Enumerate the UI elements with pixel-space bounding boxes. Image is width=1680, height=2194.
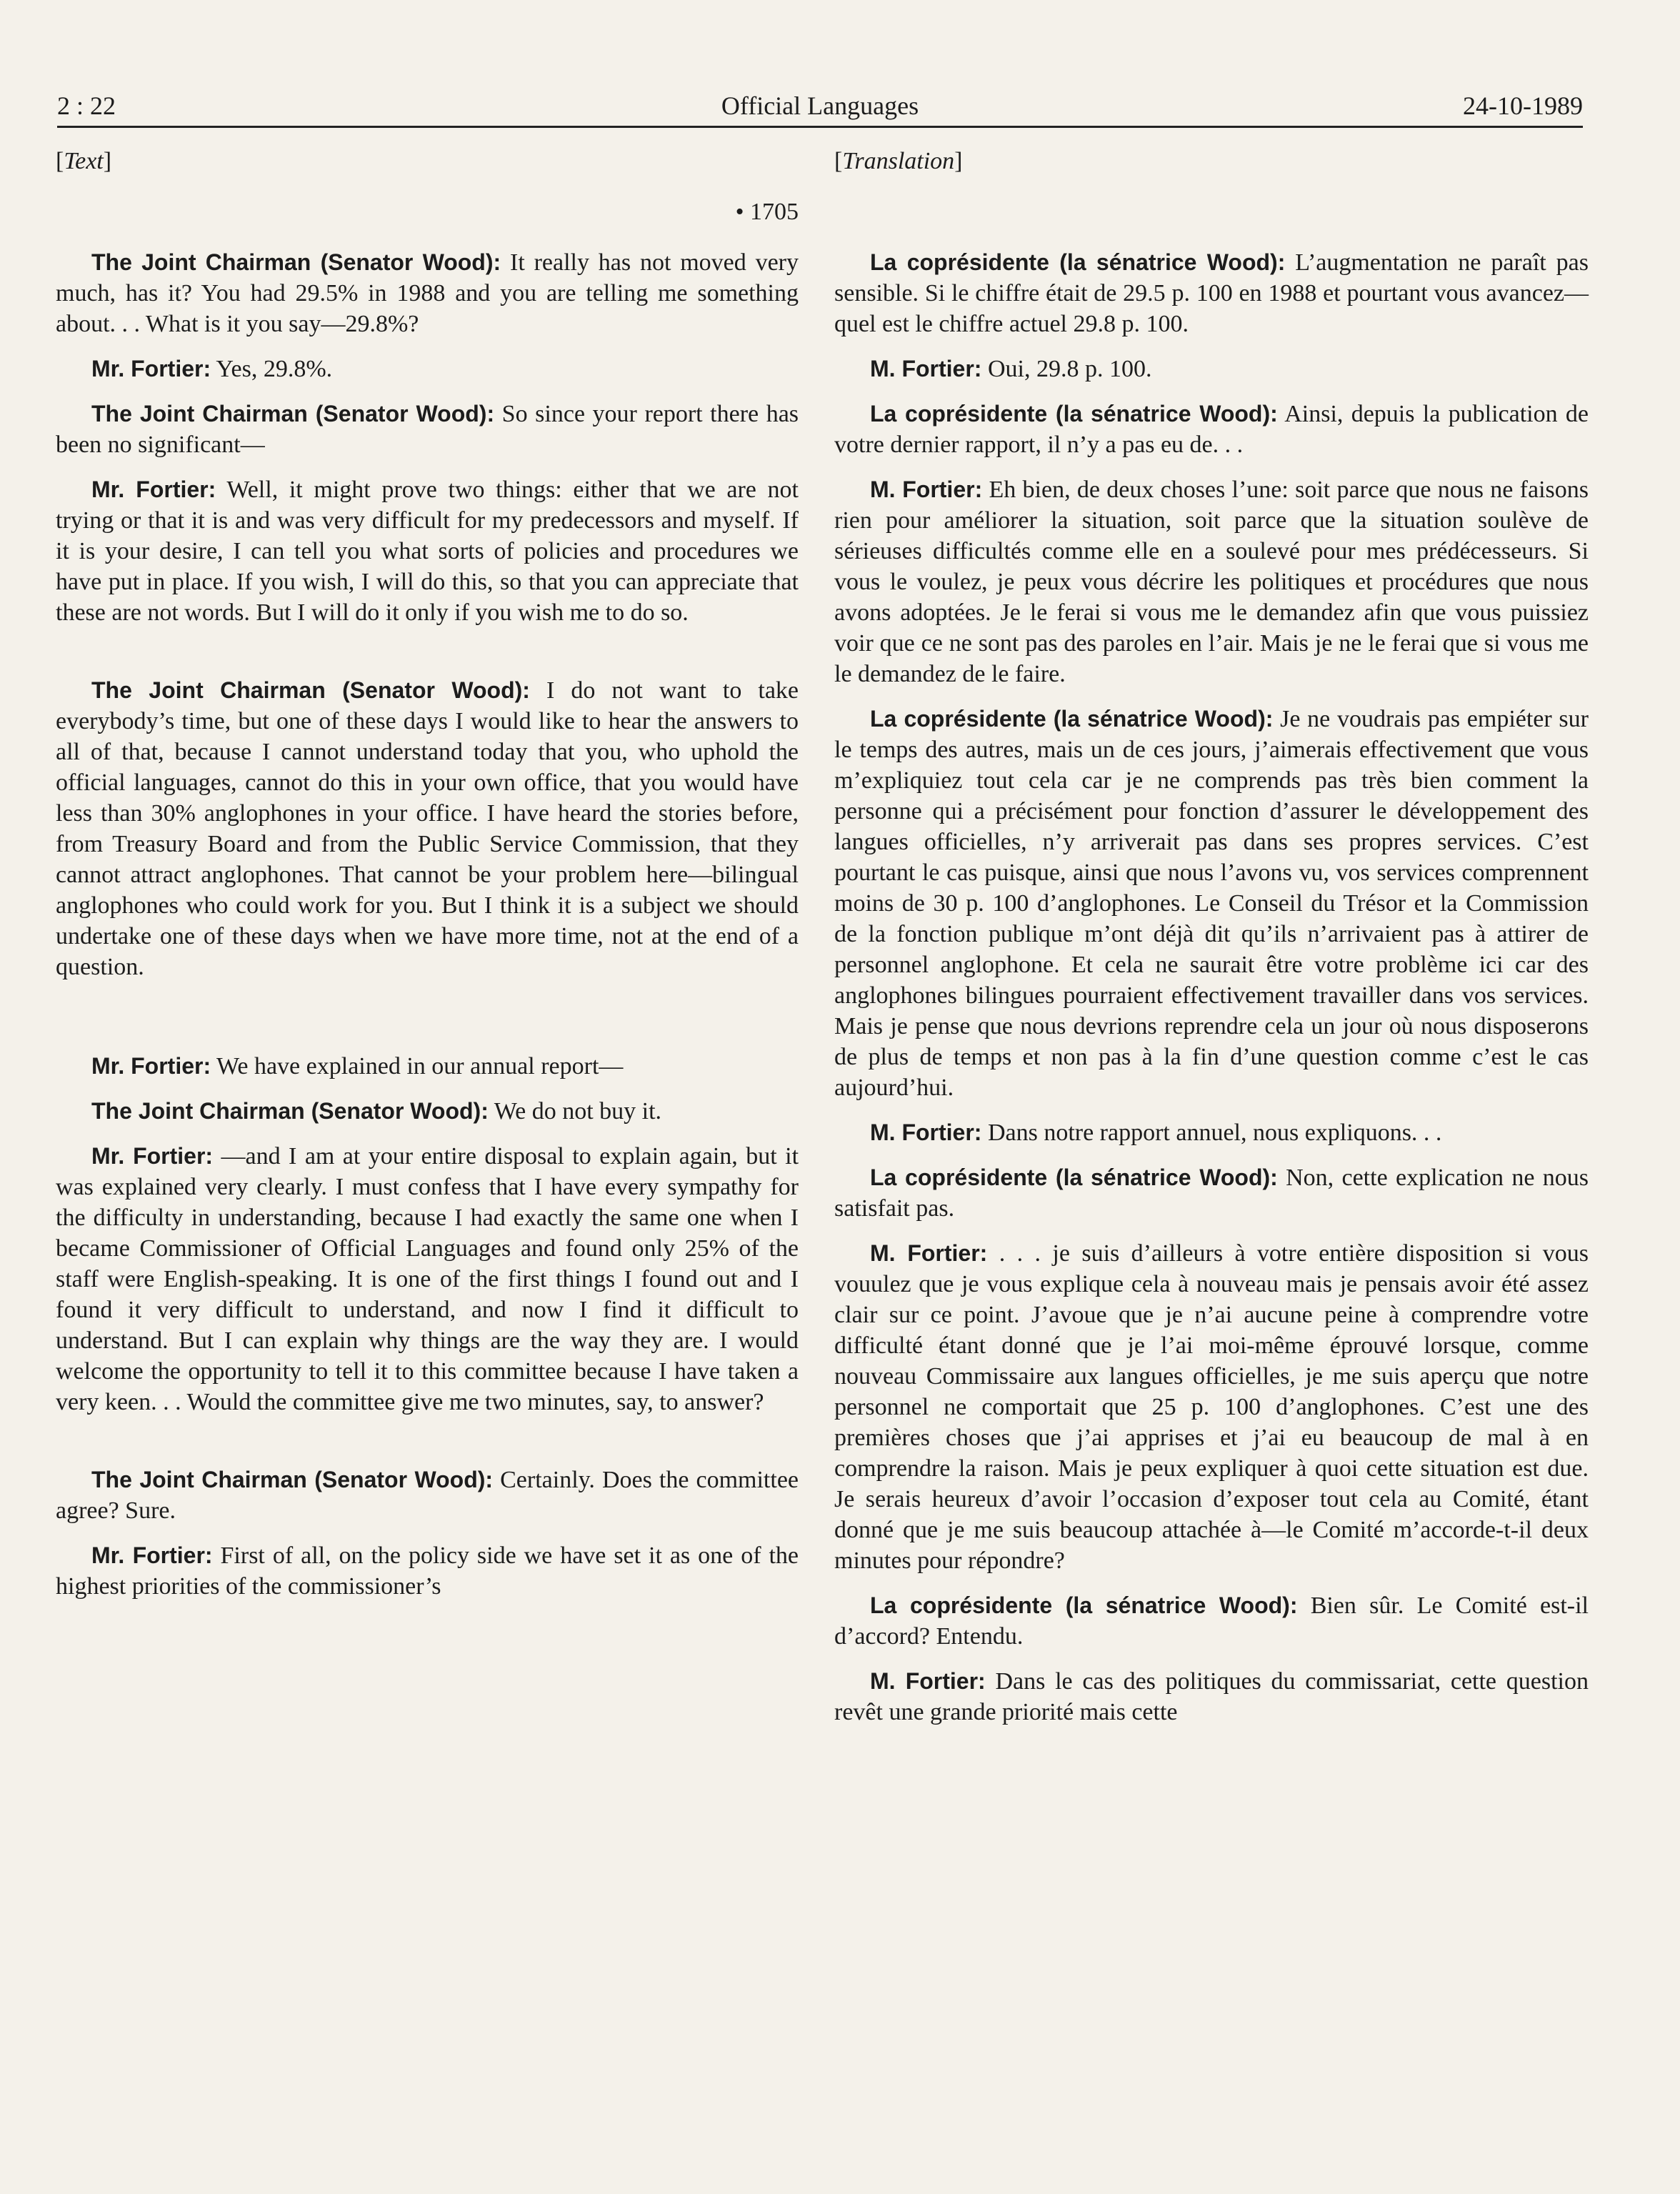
speaker-name: The Joint Chairman (Senator Wood): <box>91 677 530 703</box>
speech-text: It really has not moved very much, has it? You had 29.5% in 1988 and you are telling me something about. . . What is it you say—29.8%? <box>56 249 799 337</box>
speech-text: L’augmentation ne paraît pas sensible. Si le chiffre était de 29.5 p. 100 en 1988 et pourtant vous avancez—quel est le chiffre actuel 29.8 p. 100. <box>834 249 1589 337</box>
speaker-name: La coprésidente (la sénatrice Wood): <box>870 706 1274 732</box>
paragraph <box>56 474 799 628</box>
speech-text: Non, cette explication ne nous satisfait pas. <box>834 1165 1589 1222</box>
text-label: [Text] <box>56 148 112 174</box>
speech-text: Well, it might prove two things: either that we are not trying or that it is and was very difficult for my predecessors and myself. If it is your desire, I can tell you what sorts of policies and procedures we have put in place. If you wish, I will do this, so that you can appreciate that these are not words. But I will do it only if you wish me to do so. <box>56 477 799 626</box>
translation-label: [Translation] <box>834 148 963 174</box>
speaker-name: M. Fortier: <box>870 1120 982 1145</box>
speaker-name: The Joint Chairman (Senator Wood): <box>91 401 495 427</box>
page-header <box>57 87 1583 124</box>
paragraph <box>56 1141 799 1417</box>
speaker-name: Mr. Fortier: <box>91 477 216 502</box>
speech-text: Dans le cas des politiques du commissariat, cette question revêt une grande priorité mais cette <box>834 1668 1589 1725</box>
speech-text: . . . je suis d’ailleurs à votre entière disposition si vous vouulez que je vous explique cela à nouveau mais je pensais avoir été assez clair sur ce point. J’avoue que je n’ai aucune peine à comprendre votre difficulté étant donné que je l’ai moi-même éprouvé lorsque, comme nouveau Commissaire aux langues officielles, je me suis aperçu que notre personnel ne comportait que 25 p. 100 d’anglophones. C’est une des premières choses que j’ai apprises et j’ai eu beaucoup de mal à en comprendre la raison. Mais je peux expliquer à quoi cette situation est due. Je serais heureux d’avoir l’occasion d’exposer tout cela au Comité, étant donné que je me suis beaucoup attachée à—le Comité m’accorde-t-il deux minutes pour répondre? <box>834 1240 1589 1574</box>
page-date: 24-10-1989 <box>1463 91 1583 120</box>
speech-text: I do not want to take everybody’s time, but one of these days I would like to hear the answers to all of that, because I cannot understand today that you, who uphold the official languages, cannot do this in your own office, that you would have less than 30% anglophones in your office. I have heard the stories before, from Treasury Board and from the Public Service Commission, that they cannot attract anglophones. That cannot be your problem here—bilingual anglophones who could work for you. But I think it is a subject we should undertake one of these days when we have more time, not at the end of a question. <box>56 677 799 980</box>
paragraph <box>56 1465 799 1526</box>
speech-text: Oui, 29.8 p. 100. <box>981 356 1152 382</box>
paragraph <box>56 675 799 982</box>
speaker-name: M. Fortier: <box>870 1668 986 1694</box>
paragraph <box>834 354 1589 384</box>
paragraph <box>56 354 799 384</box>
speech-text: Ainsi, depuis la publication de votre dernier rapport, il n’y a pas eu de. . . <box>834 401 1589 458</box>
speaker-name: Mr. Fortier: <box>91 1542 213 1568</box>
speech-text: Yes, 29.8%. <box>211 356 333 382</box>
paragraph <box>834 474 1589 689</box>
speaker-name: La coprésidente (la sénatrice Wood): <box>870 249 1286 275</box>
paragraph <box>834 1238 1589 1576</box>
paragraph <box>834 1162 1589 1224</box>
paragraph <box>834 399 1589 460</box>
speaker-name: Mr. Fortier: <box>91 1053 211 1079</box>
speaker-name: M. Fortier: <box>870 477 983 502</box>
speech-text: Certainly. Does the committee agree? Sure. <box>56 1467 799 1524</box>
speech-text: We have explained in our annual report— <box>211 1053 624 1079</box>
speech-text: Dans notre rapport annuel, nous expliquons. . . <box>981 1120 1442 1146</box>
running-title: Official Languages <box>721 91 919 120</box>
paragraph <box>834 704 1589 1103</box>
speaker-name: M. Fortier: <box>870 356 982 382</box>
french-column <box>834 146 1589 1742</box>
speaker-name: La coprésidente (la sénatrice Wood): <box>870 1592 1298 1618</box>
header-rule <box>57 126 1583 128</box>
speaker-name: M. Fortier: <box>870 1240 988 1266</box>
speech-text: Eh bien, de deux choses l’une: soit parce que nous ne faisons rien pour améliorer la situation, soit parce que la situation soulève de sérieuses difficultés comme elle en a soulevé pour mes prédécesseurs. Si vous le voulez, je peux vous décrire les politiques et procédures que nous avons adoptées. Je le ferai si vous me le demandez afin que vous puissiez voir que ce ne sont pas des paroles en l’air. Mais je ne le ferai que si vous me le demandez de le faire. <box>834 477 1589 687</box>
paragraph <box>834 1590 1589 1652</box>
speaker-name: The Joint Chairman (Senator Wood): <box>91 1467 494 1492</box>
speaker-name: Mr. Fortier: <box>91 356 211 382</box>
paragraph <box>834 1117 1589 1148</box>
speech-text: Je ne voudrais pas empiéter sur le temps des autres, mais un de ces jours, j’aimerais effectivement que vous m’expliquiez tout cela car je ne comprends pas très bien comment la personne qui a précisément pour fonction d’assurer le développement des langues officielles, n’y arriverait pas dans ses propres services. C’est pourtant le cas puisque, ainsi que nous l’avons vu, vos services comprennent moins de 30 p. 100 d’anglophones. Le Conseil du Trésor et la Commission de la fonction publique m’ont déjà dit qu’ils n’arrivaient pas à attirer de personnel anglophone. Et cela ne saurait être votre problème ici car des anglophones bilingues pourraient effectivement travailler dans vos services. Mais je pense que nous devrions reprendre cela un jour où nous disposerons de plus de temps et non pas à la fin d’une question comme c’est le cas aujourd’hui. <box>834 706 1589 1101</box>
paragraph <box>834 1666 1589 1727</box>
timestamp-spacer <box>834 196 1589 227</box>
paragraph <box>56 247 799 339</box>
paragraph <box>56 1096 799 1127</box>
speaker-name: Mr. Fortier: <box>91 1143 214 1169</box>
speaker-name: The Joint Chairman (Senator Wood): <box>91 249 501 275</box>
speech-text: We do not buy it. <box>488 1098 662 1125</box>
speaker-name: The Joint Chairman (Senator Wood): <box>91 1098 489 1124</box>
speech-text: First of all, on the policy side we have set it as one of the highest priorities of the commissioner’s <box>56 1542 799 1600</box>
paragraph <box>834 247 1589 339</box>
speech-text: So since your report there has been no significant— <box>56 401 799 458</box>
paragraph <box>56 1540 799 1602</box>
timestamp: • 1705 <box>735 199 799 225</box>
english-column <box>56 146 799 1616</box>
paragraph <box>56 399 799 460</box>
speaker-name: La coprésidente (la sénatrice Wood): <box>870 401 1278 427</box>
speech-text: —and I am at your entire disposal to explain again, but it was explained very clearly. I must confess that I have every sympathy for the difficulty in understanding, because I had exactly the same one when I became Commissioner of Official Languages and found only 25% of the staff were English-speaking. It is one of the first things I found out and I found it very difficult to understand, and now I find it difficult to understand. But I can explain why things are the way they are. I would welcome the opportunity to tell it to this committee because I have taken a very keen. . . Would the committee give me two minutes, say, to answer? <box>56 1143 799 1415</box>
page-number: 2 : 22 <box>57 91 116 120</box>
speaker-name: La coprésidente (la sénatrice Wood): <box>870 1165 1278 1190</box>
speech-text: Bien sûr. Le Comité est-il d’accord? Entendu. <box>834 1592 1589 1650</box>
paragraph <box>56 1051 799 1082</box>
